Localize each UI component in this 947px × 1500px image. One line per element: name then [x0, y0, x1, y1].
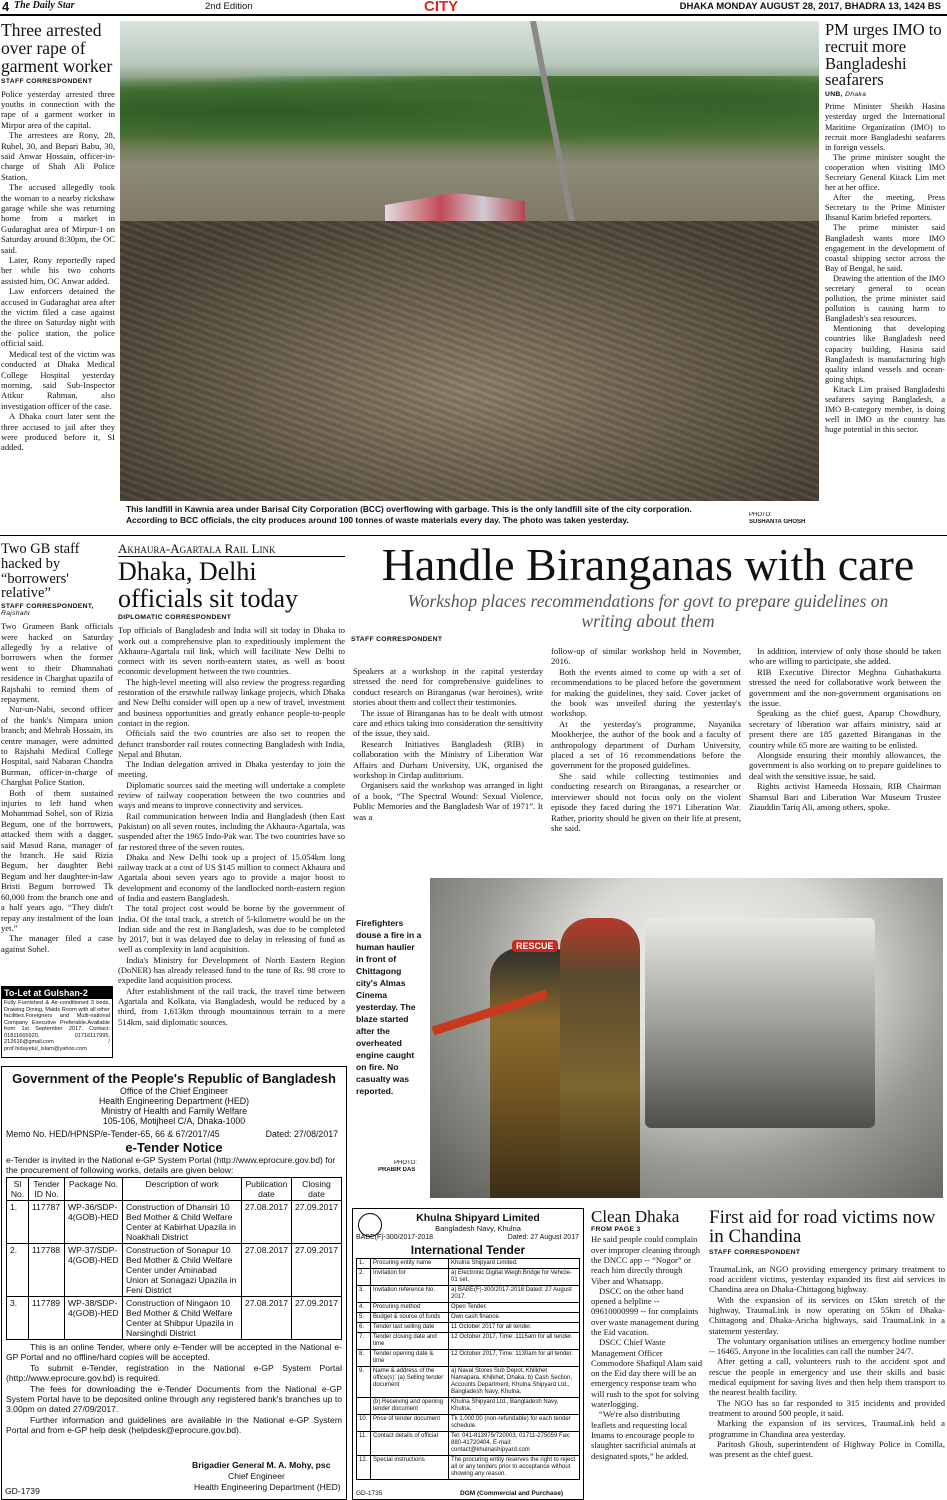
cell: 8. [357, 1350, 371, 1367]
gov-office: Office of the Chief Engineer [120, 1086, 228, 1096]
cell: WP-38/SDP-4(GOB)-HED [65, 1297, 123, 1340]
fire-credit-label: PHOTO: [394, 1160, 417, 1166]
cell: Contact details of official [371, 1432, 449, 1456]
byline-place: Rajshahi [1, 610, 30, 618]
paragraph: Mentioning that developing countries like Bangladesh need capacity building, Hasina said Bangladesh is manufacturing high quality inland vessels and ocean-going ships. [825, 324, 945, 384]
page-number: 4 [2, 0, 10, 14]
story-body [1, 621, 113, 954]
story-body [709, 1264, 945, 1460]
table-row [357, 1269, 580, 1286]
cell: 12 October 2017, Time: 1115am for all tender. [449, 1333, 580, 1350]
cell: a) Naval Stores Sub Depot, Khilkhet Namapara, Khilkhet, Dhaka. b) Cash Section, Accounts Department, Khulna Shipyard Ltd., Bangladesh Navy, Khulna. [449, 1367, 580, 1398]
cell: 3. [7, 1297, 29, 1340]
tender-title: International Tender [410, 1243, 526, 1257]
signer-dept: Health Engineering Department (HED) [194, 1482, 341, 1492]
cell: 27.08.2017 [241, 1244, 291, 1297]
to-let-text: Fully Furnished & Air-conditioned 3 beds, Drawing Dining, Maids Room with all other facilities.Foreigners and Multi-national Company Executive Preferable.Available from 1st September 2017. Contact: 01811665920, 01716117995, 212616@gmail.com / prof.hidayetul_islam@yahoo.com [4, 1000, 110, 1052]
cell: Procuring entity name [371, 1259, 449, 1269]
paragraph: Both of them sustained injuries to left hand when Mohammad Sohel, son of Rizia Begum, one of the borrowers, attacked them with a dagger, said Masud Rana, manager of the branch. He said Rizia Begum, her daughter Bebi Begum and her daughter-in-law Bristi Begum borrowed Tk 60,000 from the branch one and a half years ago. “They didn't repay any instalment of the loan yet.” [1, 787, 113, 933]
byline: STAFF CORRESPONDENT [1, 77, 93, 85]
cell [357, 1398, 371, 1415]
cell: Tender opening date & time [371, 1350, 449, 1367]
paragraph: Police yesterday arrested three youths in connection with the rape of a garment worker in Mirpur area of the capital. [1, 88, 115, 130]
cell: 1. [7, 1201, 29, 1244]
paragraph: After getting a call, volunteers rush to the accident spot and rescue the people in emergency and use their skills and basic medical equipment for saving lives and then help them transport to the nearest health facility. [709, 1356, 945, 1398]
edition-label: 2nd Edition [205, 1, 253, 12]
paragraph: The voluntary organisation utilises an emergency hotline number -- 16465. Anyone in the localities can call the number 24/7. [709, 1335, 945, 1357]
column-3 [749, 646, 941, 813]
table-header [7, 1178, 342, 1201]
cell: Tel: 041-813975/720003, 01711-275059 Fax: 880-41720404, E-mail: contact@khulnashipyard.com [449, 1432, 580, 1456]
signer-title: Chief Engineer [228, 1471, 285, 1481]
table-row [357, 1456, 580, 1480]
gov-address: 105-106, Motijheel C/A, Dhaka-1000 [102, 1116, 246, 1126]
cell: 3. [357, 1286, 371, 1303]
col-header: Package No. [65, 1178, 123, 1201]
paragraph: RIB Executive Director Meghna Guhathakurta stressed the need for collaborative work between the government and the non-government organisations on the issue. [749, 666, 941, 709]
cell: Open Tender. [449, 1303, 580, 1313]
story-rail-link [118, 542, 345, 1062]
byline-label: STAFF CORRESPONDENT, [1, 603, 94, 611]
column-1 [353, 666, 543, 822]
gd-number: GD-1739 [5, 1486, 40, 1496]
table-row [357, 1333, 580, 1350]
byline: STAFF CORRESPONDENT [351, 636, 443, 644]
headline: Handle Biranganas with care [381, 542, 915, 590]
fire-credit: PRABIR DAS [378, 1167, 416, 1173]
paragraph: Dhaka and New Delhi took up a project of 15.054km long railway track at a cost of US $145 million to connect Akhaura and Agartala about seven years ago to provide a major boost to development and economy of the landlocked north-eastern region of India and eastern Bangladesh. [118, 851, 345, 903]
cell: 11. [357, 1432, 371, 1456]
column-2 [551, 646, 741, 833]
company-sub: Bangladesh Navy, Khulna [435, 1224, 521, 1233]
memo-date: Dated: 27/08/2017 [265, 1129, 338, 1139]
headline: Clean Dhaka [591, 1208, 680, 1226]
tender-notes [2, 1342, 346, 1436]
paragraph: The NGO has so far responded to 315 incidents and provided treatment to around 500 people, it said. [709, 1397, 945, 1418]
table-row [357, 1415, 580, 1432]
cell: Khulna Shipyard Ltd., Bangladesh Navy, Khulna. [449, 1398, 580, 1415]
story-body [591, 1234, 703, 1461]
paragraph: The arrestees are Rony, 28, Rubel, 30, and Bepari Babu, 30, said Anwar Hossain, officer-in-charge of Shah Ali Police Station. [1, 130, 115, 182]
govt-tender-ad [1, 1066, 347, 1500]
table-row [7, 1244, 342, 1297]
byline: STAFF CORRESPONDENT [709, 1248, 801, 1256]
paragraph: Later, Rony reportedly raped her while his two cohorts assisted him, OC Anwar added. [1, 255, 115, 286]
cell: Price of tender document [371, 1415, 449, 1432]
paragraph: “We're also distributing leaflets and requesting local Imams to encourage people to slaughter sacrificial animals at designated spots,” he added. [591, 1409, 696, 1461]
photo-credit: SUSHANTA GHOSH [749, 519, 806, 525]
to-let-ad [1, 986, 113, 1058]
cell: 11 October 2017 for all tender. [449, 1323, 580, 1333]
kicker: Akhaura-Agartala Rail Link [118, 542, 345, 557]
paragraph: She said while collecting testimonies and conducting research on Biranganas, a researcher or interviewer should not focus only on the violent episode they faced during the 1971 Liberation War. Rather, priority should be given on their life at present, she said. [551, 770, 741, 833]
paragraph: After establishment of the rail track, the travel time between Agartala and Kolkata, via Bangladesh, would be reduced by a third, from 1,613km through mountainous terrain to a mere 514km, said diplomatic sources. [118, 985, 345, 1027]
cell: Construction of Dhansiri 10 Bed Mother & Child Welfare Center at Kabirhat Upazila in Noakhali District [123, 1201, 242, 1244]
cell: 7. [357, 1333, 371, 1350]
cell: Invitation reference No. [371, 1286, 449, 1303]
col-header: Tender ID No. [29, 1178, 65, 1201]
paragraph: DSCC on the other hand opened a helpline -- 09610000999 -- for complaints over waste management during the Eid vacation. [591, 1285, 699, 1337]
table-row [357, 1313, 580, 1323]
cell: 27.09.2017 [291, 1244, 341, 1297]
story-body [825, 102, 945, 435]
cell: 1. [357, 1259, 371, 1269]
note: This is an online Tender, where only e-Tender will be accepted in the National e-GP Portal and no offline/hard copies will be accepted. [6, 1342, 342, 1363]
paragraph: Rights activist Hameeda Hossain, RIB Chairman Shamsul Bari and Liberation War Museum Trustee Ziauddin Tariq Ali, among others, spoke. [749, 781, 941, 813]
paragraph: Medical test of the victim was conducted at Dhaka Medical College Hospital yesterday morning, said Sub-Inspector Atikur Rahman, also investigation officer of the case. [1, 348, 115, 411]
paragraph: India's Ministry for Development of North Eastern Region (DoNER) has already released fund to the tune of Rs. 98 crore to expedite land acquisition process. [118, 954, 345, 986]
byline-place: Dhaka [845, 91, 867, 99]
paragraph: The issue of Biranganas has to be dealt with utmost care and ethics taking into consideration the sensitivity of the issue, they said. [353, 707, 543, 739]
tree-line [120, 76, 819, 146]
gov-ministry: Ministry of Health and Family Welfare [100, 1106, 247, 1116]
gov-title: Government of the People's Republic of Bangladesh [12, 1071, 336, 1086]
col-header: Description of work [123, 1178, 242, 1201]
cell: (b) Receiving and opening tender document [371, 1398, 449, 1415]
table-row [7, 1297, 342, 1340]
cell: Special instructions [371, 1456, 449, 1480]
headline: PM urges IMO to recruit more Bangladeshi seafarers [825, 22, 942, 90]
paragraph: At the yesterday's programme, Nayanika Mookherjee, the author of the book and a faculty of anthropology department of Durham University, placed a set of 16 recommendations before the government for the proposed guidelines. [551, 718, 741, 771]
photo-credit-label: PHOTO: [749, 512, 772, 518]
cell: 4. [357, 1303, 371, 1313]
khulna-table [356, 1258, 580, 1480]
cell: Own cash finance. [449, 1313, 580, 1323]
paragraph: The Indian delegation arrived in Dhaka yesterday to join the meeting. [118, 759, 345, 780]
byline [825, 91, 945, 98]
paragraph: Speaking as the chief guest, Aparup Chowdhury, secretary of liberation war affairs ministry, said at present there are 185 gazetted Biranganas in the country while 65 more are waiting to be enlisted. [749, 708, 941, 750]
note: Further information and guidelines are available in the National e-GP System Portal and from e-GP help desk (helpdesk@eprocure.gov.bd). [6, 1414, 342, 1436]
paragraph: Officials said the two countries are also set to reopen the defunct transborder rail routes connecting Bangladesh with India, Nepal and Bhutan. [118, 728, 345, 759]
paragraph: Paritosh Ghosh, superintendent of Highway Police in Comilla, was present as the chief guest. [709, 1438, 945, 1460]
page-header [0, 0, 947, 14]
story-clean-dhaka [591, 1208, 703, 1500]
gov-dept: Health Engineering Department (HED) [98, 1096, 250, 1106]
cell: 9. [357, 1367, 371, 1398]
table-row [357, 1432, 580, 1456]
cell: 27.09.2017 [291, 1297, 341, 1340]
firefighter-2 [560, 918, 640, 1198]
ref-no: BABE(F)-300/2017-2018 [356, 1234, 434, 1241]
date-line: DHAKA MONDAY AUGUST 28, 2017, BHADRA 13, 1424 BS [679, 1, 941, 12]
cell: a) Electronic Digital Weigh Bridge for Vehicle-01 set. [449, 1269, 580, 1286]
table-row [357, 1259, 580, 1269]
paragraph: The high-level meeting will also review the progress regarding restoration of the erstwhile railway linkage projects, which Dhaka and New Delhi consider will open up a new of travel, investment and business opportunities and greatly enhance people-to-people contact in the region. [118, 676, 345, 728]
headline: Three arrested over rape of garment worker [1, 22, 113, 76]
paragraph: In addition, interview of only those should be taken who are willing to participate, she added. [749, 646, 941, 667]
table-row [357, 1398, 580, 1415]
masthead-logo: The Daily Star [14, 0, 75, 11]
cell: Construction of Ningaon 10 Bed Mother & Child Welfare Center at Shibpur Upazila in Narsinghdi District [123, 1297, 242, 1340]
cell: 6. [357, 1323, 371, 1333]
cell: Procuring method [371, 1303, 449, 1313]
cell: Khulna Shipyard Limited. [449, 1259, 580, 1269]
signer-name: Brigadier General M. A. Mohy, psc [192, 1460, 331, 1470]
khulna-tender-ad [352, 1208, 584, 1500]
cell: The procuring entity reserves the right to reject all or any tenders prior to acceptance without showing any reason. [449, 1456, 580, 1480]
paragraph: follow-up of similar workshop held in November, 2016. [551, 646, 741, 667]
headline: Dhaka, Delhi officials sit today [118, 557, 299, 613]
cell: 27.08.2017 [241, 1201, 291, 1244]
table-row [357, 1367, 580, 1398]
paragraph: Both the events aimed to come up with a set of recommendations to be placed before the government for making the guidelines, they said. Cover jacket of the book was unveiled during the yesterday's workshop. [551, 666, 741, 719]
cell: 10. [357, 1415, 371, 1432]
col-header: Sl No. [7, 1178, 29, 1201]
cell: a) BABE(F)-300/2017-2018 Dated: 27 August 2017. [449, 1286, 580, 1303]
notice-intro: e-Tender is invited in the National e-GP System Portal (http://www.eprocure.gov.bd) for the procurement of following works, details are given below: [6, 1155, 336, 1175]
byline: DIPLOMATIC CORRESPONDENT [118, 614, 232, 622]
story-gb-staff [1, 542, 113, 977]
paragraph: TraumaLink, an NGO providing emergency primary treatment to road accident victims, yesterday expanded its first aid services in Chandina area on Dhaka-Chittagong highway. [709, 1263, 945, 1295]
story-first-aid [709, 1208, 945, 1500]
paragraph: The total project cost would be borne by the government of India. Of the total track, a stretch of 5-kilometre would be on the Indian side and the rest in Bangladesh, was due to be completed by 2017, but it was delayed due to delay in releasing of fund as well as complexity in land acquisition. [118, 903, 345, 955]
paragraph: Speakers at a workshop in the capital yesterday stressed the need for comprehensive guidelines to conduct research on Biranganas (war heroines), write stories about them and collect their testimonies. [353, 666, 543, 708]
memo-no: Memo No. HED/HPNSP/e-Tender-65, 66 & 67/2017/45 [6, 1129, 220, 1139]
table-row [357, 1286, 580, 1303]
table-row [357, 1323, 580, 1333]
byline [1, 603, 113, 617]
cell: 12. [357, 1456, 371, 1480]
cell: WP-36/SDP-4(GOB)-HED [65, 1201, 123, 1244]
paragraph: Prime Minister Sheikh Hasina yesterday urged the International Maritime Organization (IMO) to recruit more Bangladeshi seafarers in foreign vessels. [825, 102, 945, 152]
tender-table [6, 1177, 342, 1340]
memo-line [2, 1126, 346, 1140]
story-body [118, 625, 345, 1027]
paragraph: Diplomatic sources said the meeting will undertake a complete review of railway cooperation between the two countries and ways and means to improve connectivity and services. [118, 779, 345, 811]
section-rule [0, 535, 947, 536]
paragraph: Kitack Lim praised Bangladeshi seafarers saying Bangladesh, a IMO B-category member, is doing well in IMO as the country has huge potential in this sector. [825, 384, 945, 435]
table-row [7, 1201, 342, 1244]
burnt-vehicle [645, 918, 875, 1128]
story-imo [825, 22, 945, 532]
paragraph: After the meeting, Press Secretary to the Prime Minister Ihsanul Karim briefed reporters. [825, 193, 945, 223]
paragraph: The prime minister sought the cooperation when visiting IMO Secretary General Kitack Lim met her at her office. [825, 152, 945, 193]
paragraph: With the expansion of its services on 15km stretch of the highway, TraumaLink is now operating on 55km of Dhaka-Chittagong and Dhaka-Aricha highways, said TraumaLink in a statement yesterday. [709, 1294, 945, 1336]
paragraph: Drawing the attention of the IMO secretary general to ocean pollution, the prime minister said pollution is causing harm to Bangladesh's sea resources. [825, 273, 945, 324]
paragraph: Organisers said the workshop was arranged in light of a book, “The Spectral Wound: Sexual Violence, Public Memories and the Bangladesh War of 1971”. It was a [353, 780, 543, 822]
ref-line [353, 1233, 583, 1243]
col-header: Publication date [241, 1178, 291, 1201]
paragraph: Rail communication between India and Bangladesh (then East Pakistan) on all seven routes, including the Akhaura-Agartala, was suspended after the 1965 Indo-Pak war. The two countries have so far restored three of the seven routes. [118, 810, 345, 852]
byline-agency: UNB, [825, 91, 843, 99]
paragraph: Law enforcers detained the accused in Gudaraghat area after the victim filed a case against the three on Saturday night with the police station, the police official said. [1, 286, 115, 349]
paragraph: The manager filed a case against Sohel. [1, 933, 113, 954]
paragraph: A Dhaka court later sent the three accused to jail after they were produced before it, SI added. [1, 411, 115, 453]
fire-caption: Firefighters douse a fire in a human haulier in front of Chittagong city's Almas Cinema yesterday. The blaze started after the overheated engine caught on fire. No casualty was reported. [356, 918, 422, 1096]
header-rule [0, 14, 947, 16]
company-name: Khulna Shipyard Limited [416, 1212, 540, 1224]
col-header: Closing date [291, 1178, 341, 1201]
headline: Two GB staff hacked by “borrowers' relative” [1, 542, 80, 602]
section-name: CITY [424, 0, 459, 14]
cell: Tk 1,000.00 (non-refundable) for each tender schedule. [449, 1415, 580, 1432]
cell: 12 October 2017, Time: 1130am for all tender. [449, 1350, 580, 1367]
paragraph: Nur-un-Nabi, second officer of the bank's Nimpara union branch; and Mehrab Hossain, its centre manager, were admitted to Rajshahi Medical College Hospital, said Nabaran Chandra Burman, officer-in-charge of Charghat Police Station. [1, 704, 113, 788]
subhead: Workshop places recommendations for govt to prepare guidelines on writing about them [407, 590, 889, 632]
cell: Name & address of the office(s): (a) Selling tender document [371, 1367, 449, 1398]
cell: 2. [7, 1244, 29, 1297]
notice-title: e-Tender Notice [125, 1140, 223, 1155]
cell: 2. [357, 1269, 371, 1286]
cell: Tender last selling date [371, 1323, 449, 1333]
landfill-photo [120, 21, 819, 501]
cell: Tender closing date and time [371, 1333, 449, 1350]
cell: 5. [357, 1313, 371, 1323]
story-body [1, 89, 115, 453]
paragraph: Marking the expansion of its services, TraumaLink held a programme in Chandina area yesterday. [709, 1418, 945, 1439]
paragraph: He said people could complain over improper cleaning through the DNCC app -- “Nogor” or reach him directly through Viber and Whatsapp. [591, 1234, 701, 1286]
cell: Invitation for [371, 1269, 449, 1286]
note: To submit e-Tender, registration in the National e-GP System Portal (http://www.eprocure.gov.bd) is required. [6, 1362, 342, 1384]
cell: Budget & source of funds [371, 1313, 449, 1323]
ref-date: Dated: 27 August 2017 [507, 1234, 579, 1241]
story-rape [1, 22, 115, 532]
paragraph: Research Initiatives Bangladesh (RIB) in collaboration with the Ministry of Liberation War Affairs and Durham University, UK, organised the workshop in Cirdap auditorium. [353, 738, 543, 781]
cell: 27.09.2017 [291, 1201, 341, 1244]
paragraph: The prime minister said Bangladesh wants more IMO engagement in the development of coastal shipping sector across the Bay of Bengal, he said. [825, 223, 945, 273]
table-row [357, 1303, 580, 1313]
fire-photo [430, 878, 943, 1198]
to-let-title: To-Let at Gulshan-2 [2, 987, 112, 999]
cell: 117788 [29, 1244, 65, 1297]
paragraph: DSCC Chief Waste Management Officer Commodore Shafiqul Alam said on the Eid day there will be an emergency response team who will rush to the spot for solving waterlogging. [591, 1337, 702, 1410]
cell: Construction of Sonapur 10 Bed Mother & Child Welfare Center under Aminabad Union at Sonagazi Upazila in Feni District [123, 1244, 242, 1297]
from-page: FROM PAGE 3 [591, 1226, 641, 1234]
paragraph: Two Grameen Bank officials were hacked on Saturday allegedly by a relative of borrowers when the former went to their Dhamnahati residence in Charghat upazila of Rajshahi to remind them of repayment. [1, 621, 113, 704]
paragraph: Top officials of Bangladesh and India will sit today in Dhaka to work out a comprehensive plan to expeditiously implement the Akhaura-Agartala rail link, which will facilitate New Delhi to connect with its seven north-eastern states, as well as boost economic development between the two countries. [118, 625, 345, 677]
landfill-caption: This landfill in Kawnia area under Barisal City Corporation (BCC) overflowing with garbage. This is the only landfill site of the city corporation. According to BCC officials, the city produces around 100 tonnes of waste materials every day. The photo was taken yesterday. [126, 504, 692, 525]
garbage-mound [120, 221, 819, 501]
signatory: DGM (Commercial and Purchase) [460, 1490, 563, 1497]
cell: WP-37/SDP-4(GOB)-HED [65, 1244, 123, 1297]
story-biranganas [351, 542, 945, 842]
table-row [357, 1350, 580, 1367]
cell: 27.08.2017 [241, 1297, 291, 1340]
headline: First aid for road victims now in Chandina [709, 1208, 936, 1248]
note: The fees for downloading the e-Tender Documents from the National e-GP System Portal have to be deposited online through any registered bank's branches up to 3.00pm on dated 27/09/2017. [6, 1383, 342, 1415]
paragraph: The accused allegedly took the woman to a nearby rickshaw garage while she was returning home from a market in Gudaraghat area of Mirpur-1 on Saturday around 8:30pm, the OC said. [1, 182, 115, 255]
cell: 117789 [29, 1297, 65, 1340]
rescue-helmet-text: RESCUE [512, 940, 558, 952]
gd-number: GD-1735 [356, 1490, 383, 1497]
cell: 117787 [29, 1201, 65, 1244]
paragraph: Alongside ensuring their monthly allowances, the government is also working on to prepare guidelines to deal with the sensitive issue, he said. [749, 750, 941, 781]
